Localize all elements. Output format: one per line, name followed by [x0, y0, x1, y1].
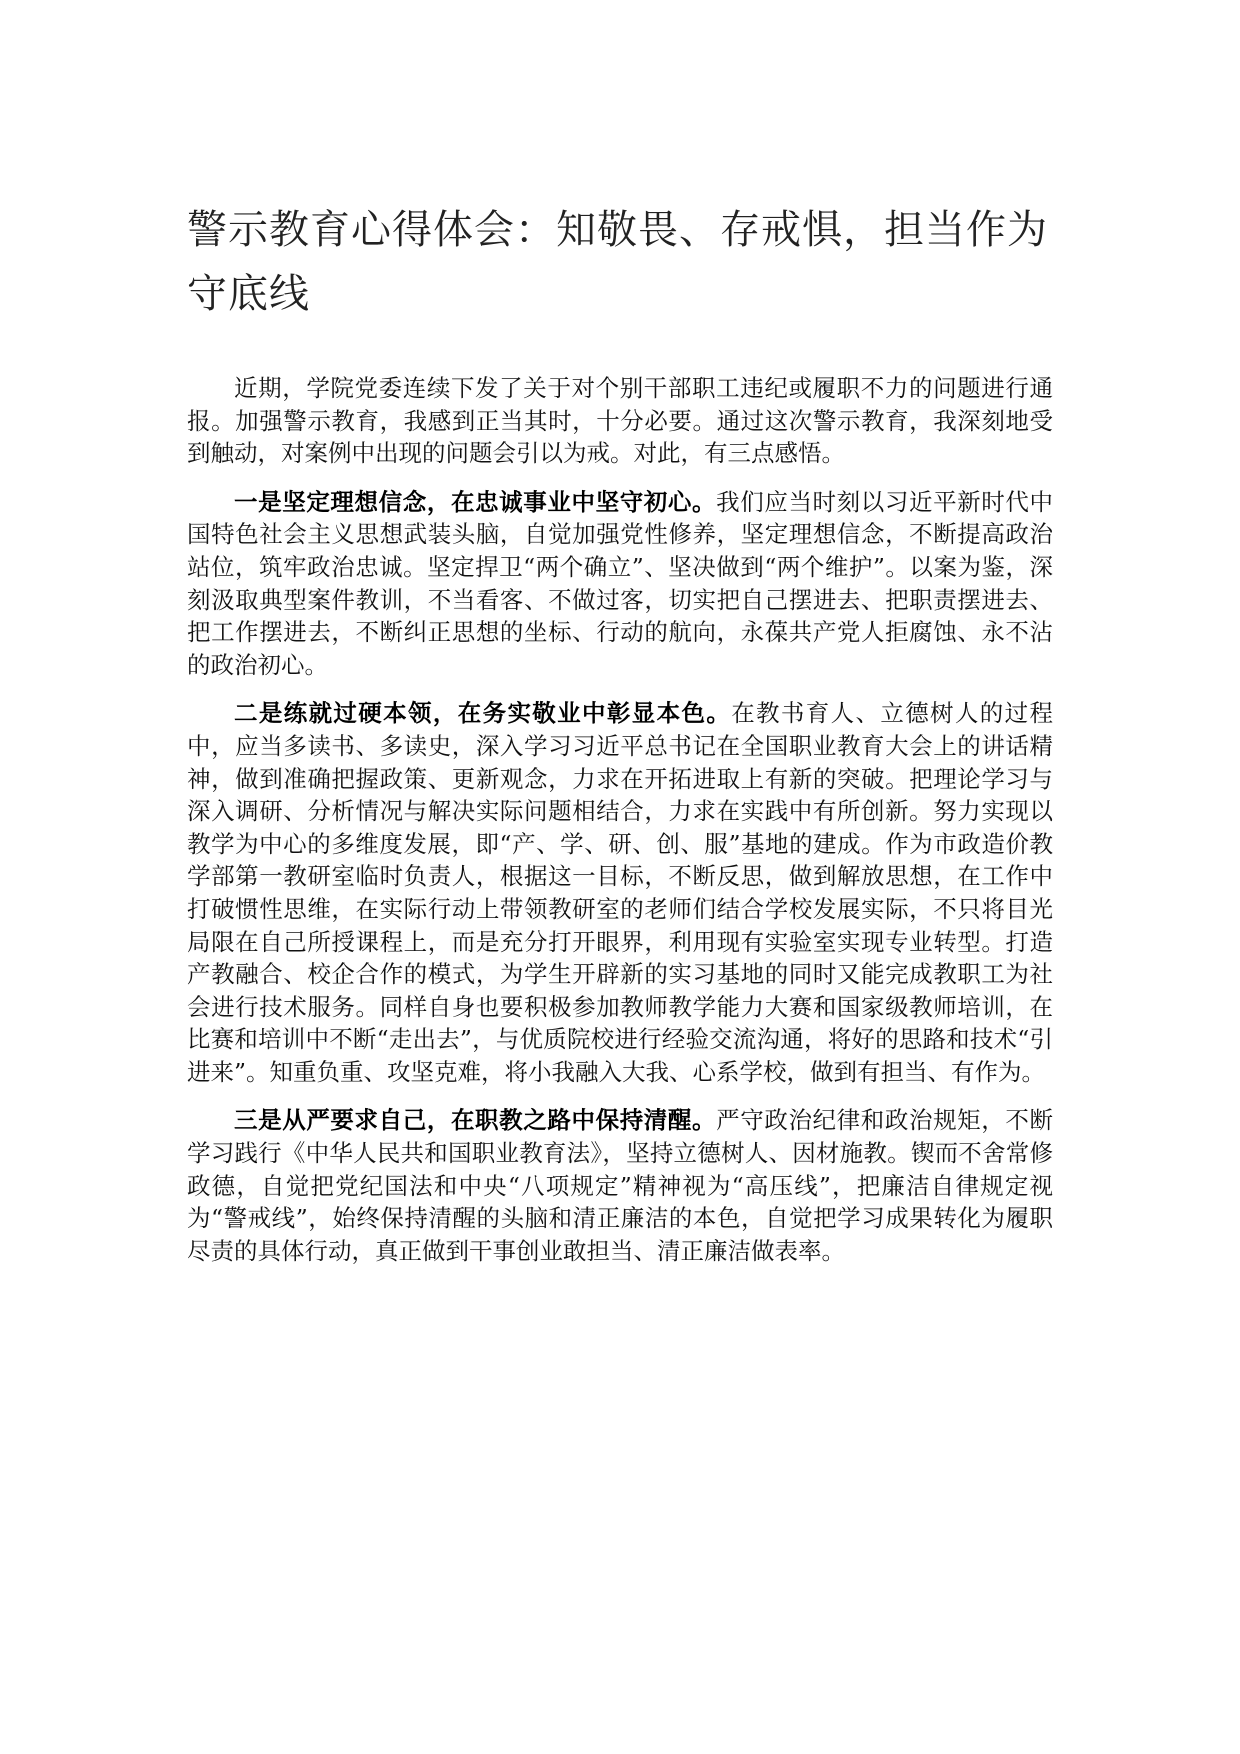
paragraph-text: 在教书育人、立德树人的过程中，应当多读书、多读史，深入学习习近平总书记在全国职业教育大会上的讲话精神，做到准确把握政策、更新观念，力求在开拓进取上有新的突破。把理论学习与深入调研、分析情况与解决实际问题相结合，力求在实践中有所创新。努力实现以教学为中心的多维度发展，即“产、学、研、创、服”基地的建成。作为市政造价教学部第一教研室临时负责人，根据这一目标，不断反思，做到解放思想，在工作中打破惯性思维，在实际行动上带领教研室的老师们结合学校发展实际，不只将目光局限在自己所授课程上，而是充分打开眼界，利用现有实验室实现专业转型。打造产教融合、校企合作的模式，为学生开辟新的实习基地的同时又能完成教职工为社会进行技术服务。同样自身也要积极参加教师教学能力大赛和国家级教师培训，在比赛和培训中不断“走出去”，与优质院校进行经验交流沟通，将好的思路和技术“引进来”。知重负重、攻坚克难，将小我融入大我、心系学校，做到有担当、有作为。: [187, 699, 1053, 1086]
paragraph-text: 我们应当时刻以习近平新时代中国特色社会主义思想武装头脑，自觉加强党性修养，坚定理想信念，不断提高政治站位，筑牢政治忠诚。坚定捍卫“两个确立”、坚决做到“两个维护”。以案为鉴，深刻汲取典型案件教训，不当看客、不做过客，切实把自己摆进去、把职责摆进去、把工作摆进去，不断纠正思想的坐标、行动的航向，永葆共产党人拒腐蚀、永不沾的政治初心。: [187, 487, 1054, 679]
paragraph-point-3: [187, 1104, 1053, 1267]
document-body: [187, 372, 1053, 1283]
paragraph-text: 近期，学院党委连续下发了关于对个别干部职工违纪或履职不力的问题进行通报。加强警示教育，我感到正当其时，十分必要。通过这次警示教育，我深刻地受到触动，对案例中出现的问题会引以为戒。对此，有三点感悟。: [187, 374, 1053, 468]
paragraph-lead: 一是坚定理想信念，在忠诚事业中坚守初心。: [234, 487, 717, 516]
paragraph-lead: 三是从严要求自己，在职教之路中保持清醒。: [234, 1106, 717, 1135]
paragraph-lead: 二是练就过硬本领，在务实敬业中彰显本色。: [234, 699, 732, 728]
paragraph-intro: [187, 372, 1053, 470]
document-title: 警示教育心得体会：知敬畏、存戒惧，担当作为守底线: [187, 207, 1048, 317]
paragraph-text: 严守政治纪律和政治规矩，不断学习践行《中华人民共和国职业教育法》，坚持立德树人、因材施教。锲而不舍常修政德，自觉把党纪国法和中央“八项规定”精神视为“高压线”，把廉洁自律规定视为“警戒线”，始终保持清醒的头脑和清正廉洁的本色，自觉把学习成果转化为履职尽责的具体行动，真正做到干事创业敢担当、清正廉洁做表率。: [187, 1106, 1054, 1265]
paragraph-point-1: [187, 486, 1053, 682]
paragraph-point-2: [187, 697, 1053, 1088]
